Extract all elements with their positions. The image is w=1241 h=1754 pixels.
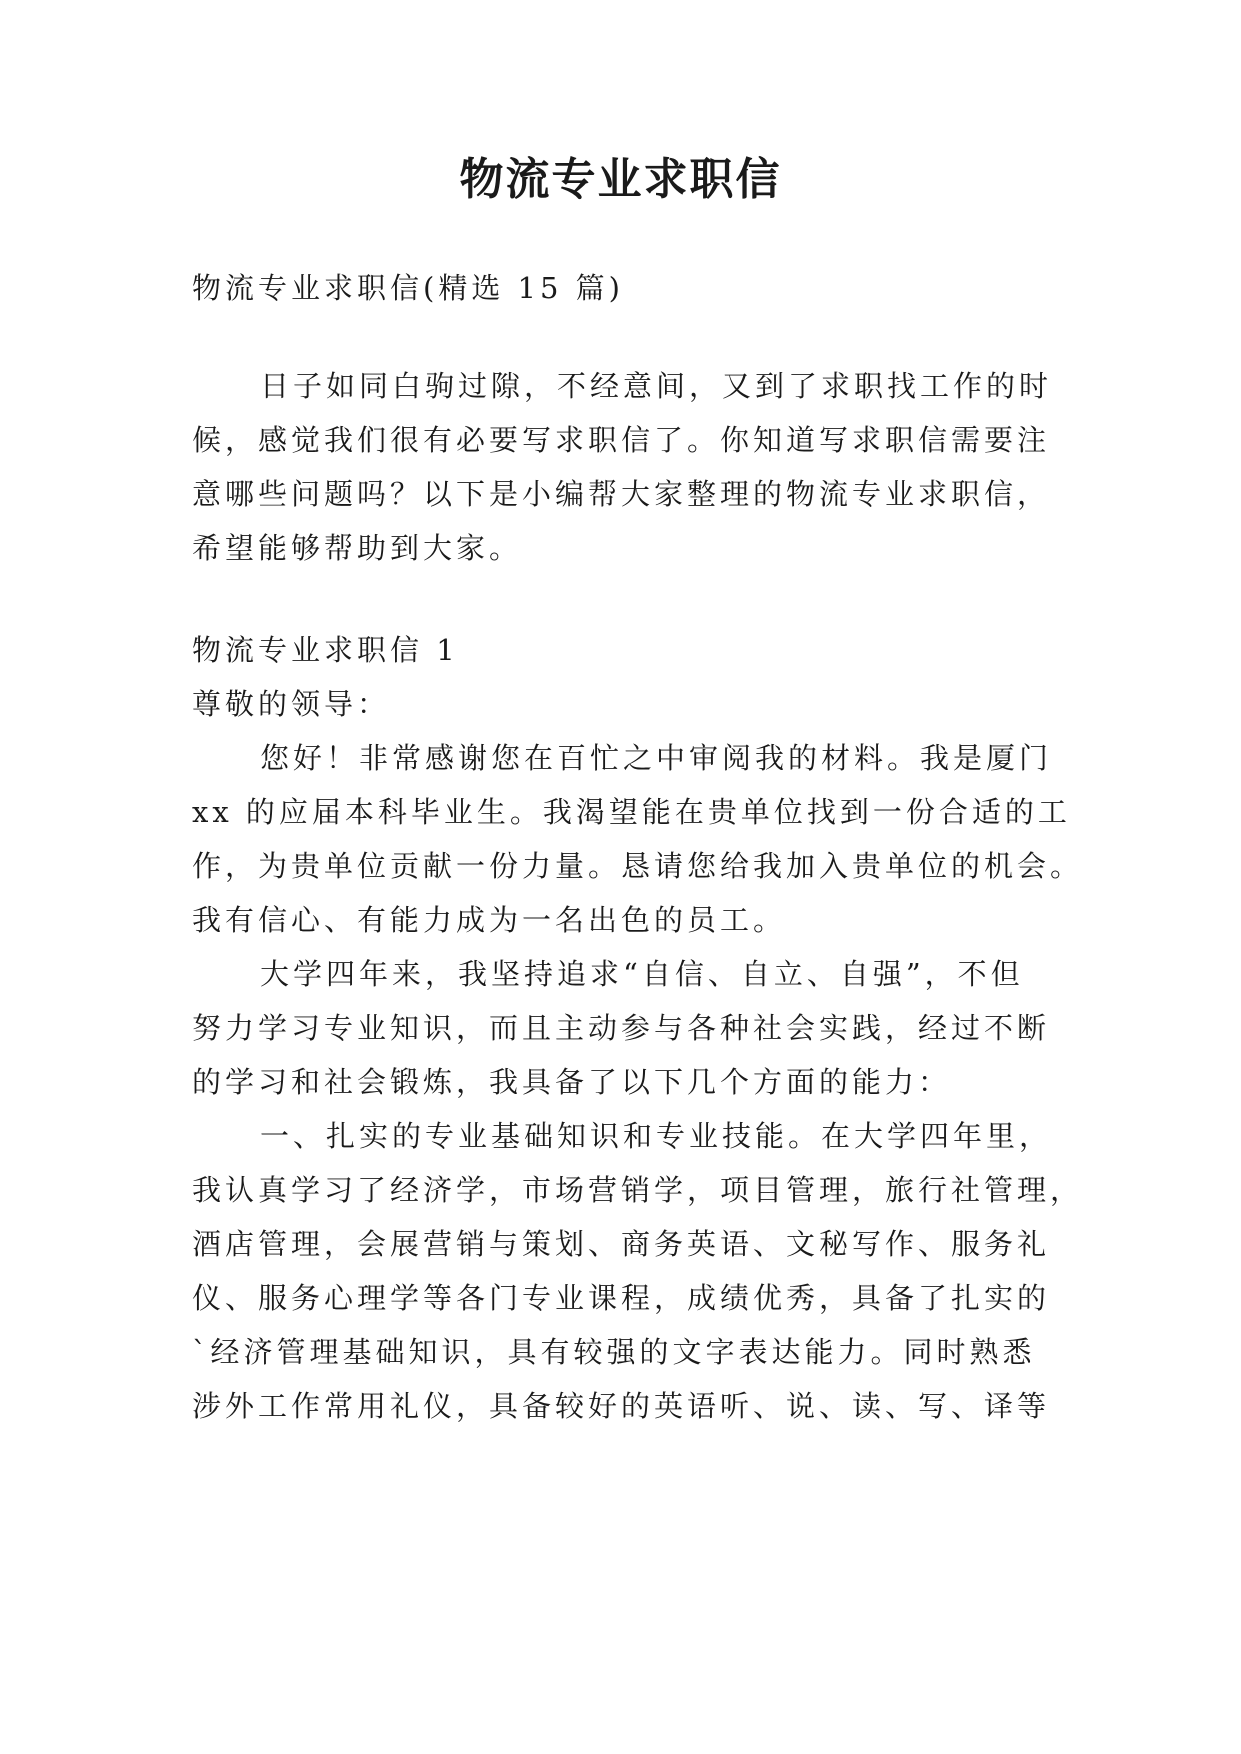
paragraph-line: 作，为贵单位贡献一份力量。恳请您给我加入贵单位的机会。	[192, 849, 1084, 883]
paragraph-line: 涉外工作常用礼仪，具备较好的英语听、说、读、写、译等	[192, 1389, 1051, 1423]
paragraph-line: 努力学习专业知识，而且主动参与各种社会实践，经过不断	[192, 1011, 1051, 1045]
paragraph-line: 大学四年来，我坚持追求“自信、自立、自强”，不但	[260, 957, 1024, 991]
paragraph-line: 我认真学习了经济学，市场营销学，项目管理，旅行社管理，	[192, 1173, 1084, 1207]
paragraph-line: 仪、服务心理学等各门专业课程，成绩优秀，具备了扎实的	[192, 1281, 1051, 1315]
intro-line: 希望能够帮助到大家。	[192, 531, 523, 565]
paragraph-line: 的学习和社会锻炼，我具备了以下几个方面的能力：	[192, 1065, 952, 1099]
paragraph-line: 酒店管理，会展营销与策划、商务英语、文秘写作、服务礼	[192, 1227, 1051, 1261]
intro-line: 日子如同白驹过隙，不经意间，又到了求职找工作的时	[260, 369, 1053, 403]
salutation: 尊敬的领导：	[192, 687, 391, 721]
intro-line: 意哪些问题吗？以下是小编帮大家整理的物流专业求职信，	[192, 477, 1051, 511]
paragraph-line: xx 的应届本科毕业生。我渴望能在贵单位找到一份合适的工	[192, 795, 1071, 829]
paragraph-line: 您好！非常感谢您在百忙之中审阅我的材料。我是厦门	[260, 741, 1053, 775]
paragraph-line: 我有信心、有能力成为一名出色的员工。	[192, 903, 787, 937]
paragraph-line: `经济管理基础知识，具有较强的文字表达能力。同时熟悉	[192, 1335, 1036, 1369]
page-title: 物流专业求职信	[459, 154, 782, 205]
section-heading: 物流专业求职信 1	[192, 633, 459, 667]
paragraph-line: 一、扎实的专业基础知识和专业技能。在大学四年里，	[260, 1119, 1053, 1153]
document-subtitle: 物流专业求职信(精选 15 篇)	[192, 271, 624, 305]
intro-line: 候，感觉我们很有必要写求职信了。你知道写求职信需要注	[192, 423, 1051, 457]
